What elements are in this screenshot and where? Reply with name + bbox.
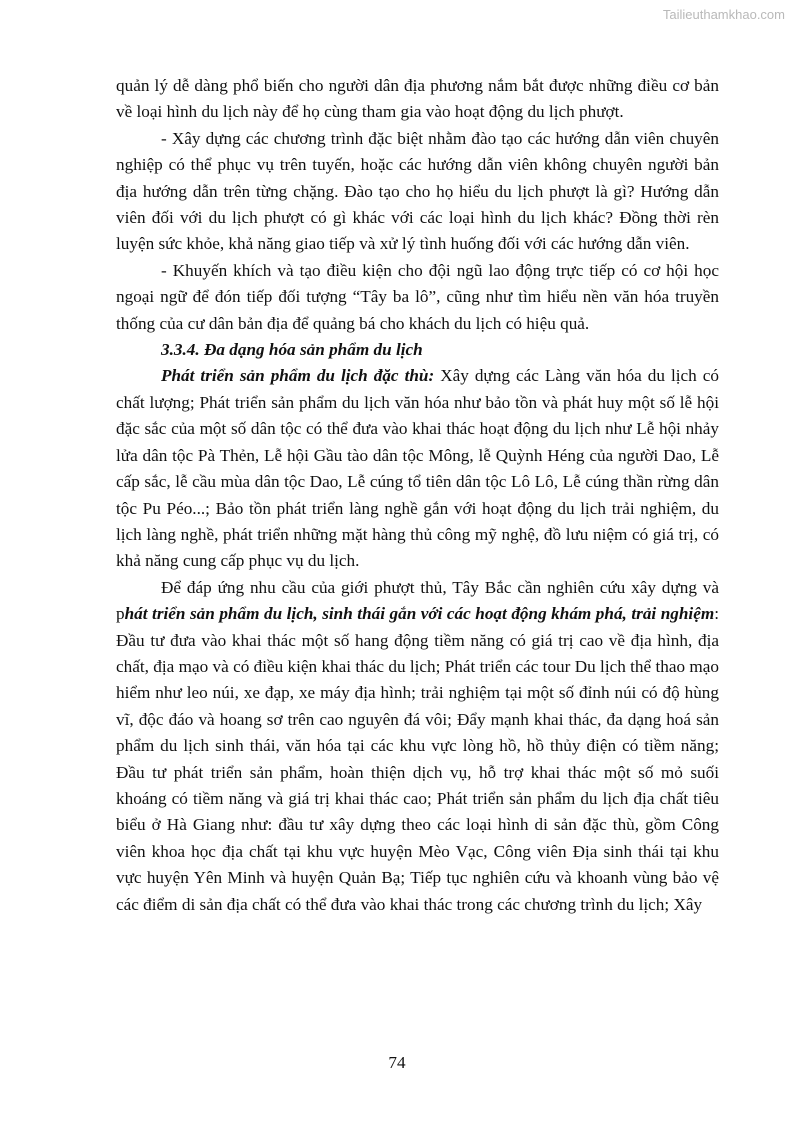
paragraph-workforce-language: - Khuyến khích và tạo điều kiện cho đội ngũ lao động trực tiếp có cơ hội học ngoại ngữ để đón tiếp đối tượng “Tây ba lô”, cũng như tìm hiểu nền văn hóa truyền thống của cư dân bản địa để quảng bá cho khách du lịch có hiệu quả.: [116, 260, 719, 333]
paragraph-text-before: Để đáp ứng nhu cầu của giới phượt thủ, Tây Bắc cần nghiên cứu xây dựng và p: [116, 577, 719, 624]
page-number: 74: [388, 1053, 406, 1072]
paragraph-text-after: : Đầu tư đưa vào khai thác một số hang động tiềm năng có giá trị cao về địa hình, địa chất, địa mạo và có điều kiện khai thác du lịch; Phát triển các tour Du lịch thể thao mạo hiểm như leo núi, xe đạp, xe máy địa hình; trải nghiệm tại một số đỉnh núi có độ hùng vĩ, độc đáo và hoang sơ trên cao nguyên đá vôi; Đẩy mạnh khai thác, đa dạng hoá sản phẩm du lịch sinh thái, văn hóa tại các khu vực lòng hồ, hồ thủy điện có tiềm năng; Đầu tư phát triển sản phẩm, hoàn thiện dịch vụ, hỗ trợ khai thác một số mỏ suối khoáng có tiềm năng và giá trị khai thác cao; Phát triển sản phẩm du lịch địa chất tiêu biểu ở Hà Giang như: đầu tư xây dựng theo các loại hình di sản đặc thù, gồm Công viên khoa học địa chất tại khu vực huyện Mèo Vạc, Công viên Địa sinh thái tại khu vực huyện Yên Minh và huyện Quản Bạ; Tiếp tục nghiên cứu và khoanh vùng bảo vệ các điểm di sản địa chất có thể đưa vào khai thác trong các chương trình du lịch; Xây: [116, 604, 719, 914]
paragraph-emphasis-phrase: hát triển sản phẩm du lịch, sinh thái gắn với các hoạt động khám phá, trải nghiệm: [124, 604, 715, 624]
paragraph-continuation: quản lý dễ dàng phổ biến cho người dân địa phương nắm bắt được những điều cơ bản về loại hình du lịch này để họ cùng tham gia vào hoạt động du lịch phượt.: [116, 76, 719, 122]
paragraph-guide-training: - Xây dựng các chương trình đặc biệt nhằm đào tạo các hướng dẫn viên chuyên nghiệp có thể phục vụ trên tuyến, hoặc các hướng dẫn viên không chuyên người bản địa hướng dẫn trên từng chặng. Đào tạo cho họ hiểu du lịch phượt là gì? Hướng dẫn viên đối với du lịch phượt có gì khác với các loại hình du lịch khác? Đồng thời rèn luyện sức khỏe, khả năng giao tiếp và xử lý tình huống đối với các hướng dẫn viên.: [116, 128, 719, 254]
document-body: [116, 73, 719, 918]
paragraph-lead-phrase: Phát triển sản phẩm du lịch đặc thù:: [161, 366, 435, 386]
paragraph-eco-adventure: [116, 575, 719, 918]
section-heading: 3.3.4. Đa dạng hóa sản phẩm du lịch: [161, 340, 423, 360]
watermark: Tailieuthamkhao.com: [662, 7, 785, 22]
paragraph-specialty-products: [116, 363, 719, 574]
paragraph-body-text: Xây dựng các Làng văn hóa du lịch có chất lượng; Phát triển sản phẩm du lịch văn hóa như bảo tồn và phát huy một số lễ hội đặc sắc của một số dân tộc có thể đưa vào khai thác hoạt động du lịch như Lễ hội nhảy lửa dân tộc Pà Thẻn, Lễ hội Gầu tào dân tộc Mông, lễ Quỳnh Héng của người Dao, Lễ cấp sắc, lễ cầu mùa dân tộc Dao, Lễ cúng tổ tiên dân tộc Lô Lô, Lễ cúng thần rừng dân tộc Pu Péo...; Bảo tồn phát triển làng nghề gắn với hoạt động du lịch trải nghiệm, du lịch làng nghề, phát triển những mặt hàng thủ công mỹ nghệ, đồ lưu niệm có giá trị, có khả năng cung cấp phục vụ du lịch.: [116, 366, 719, 571]
